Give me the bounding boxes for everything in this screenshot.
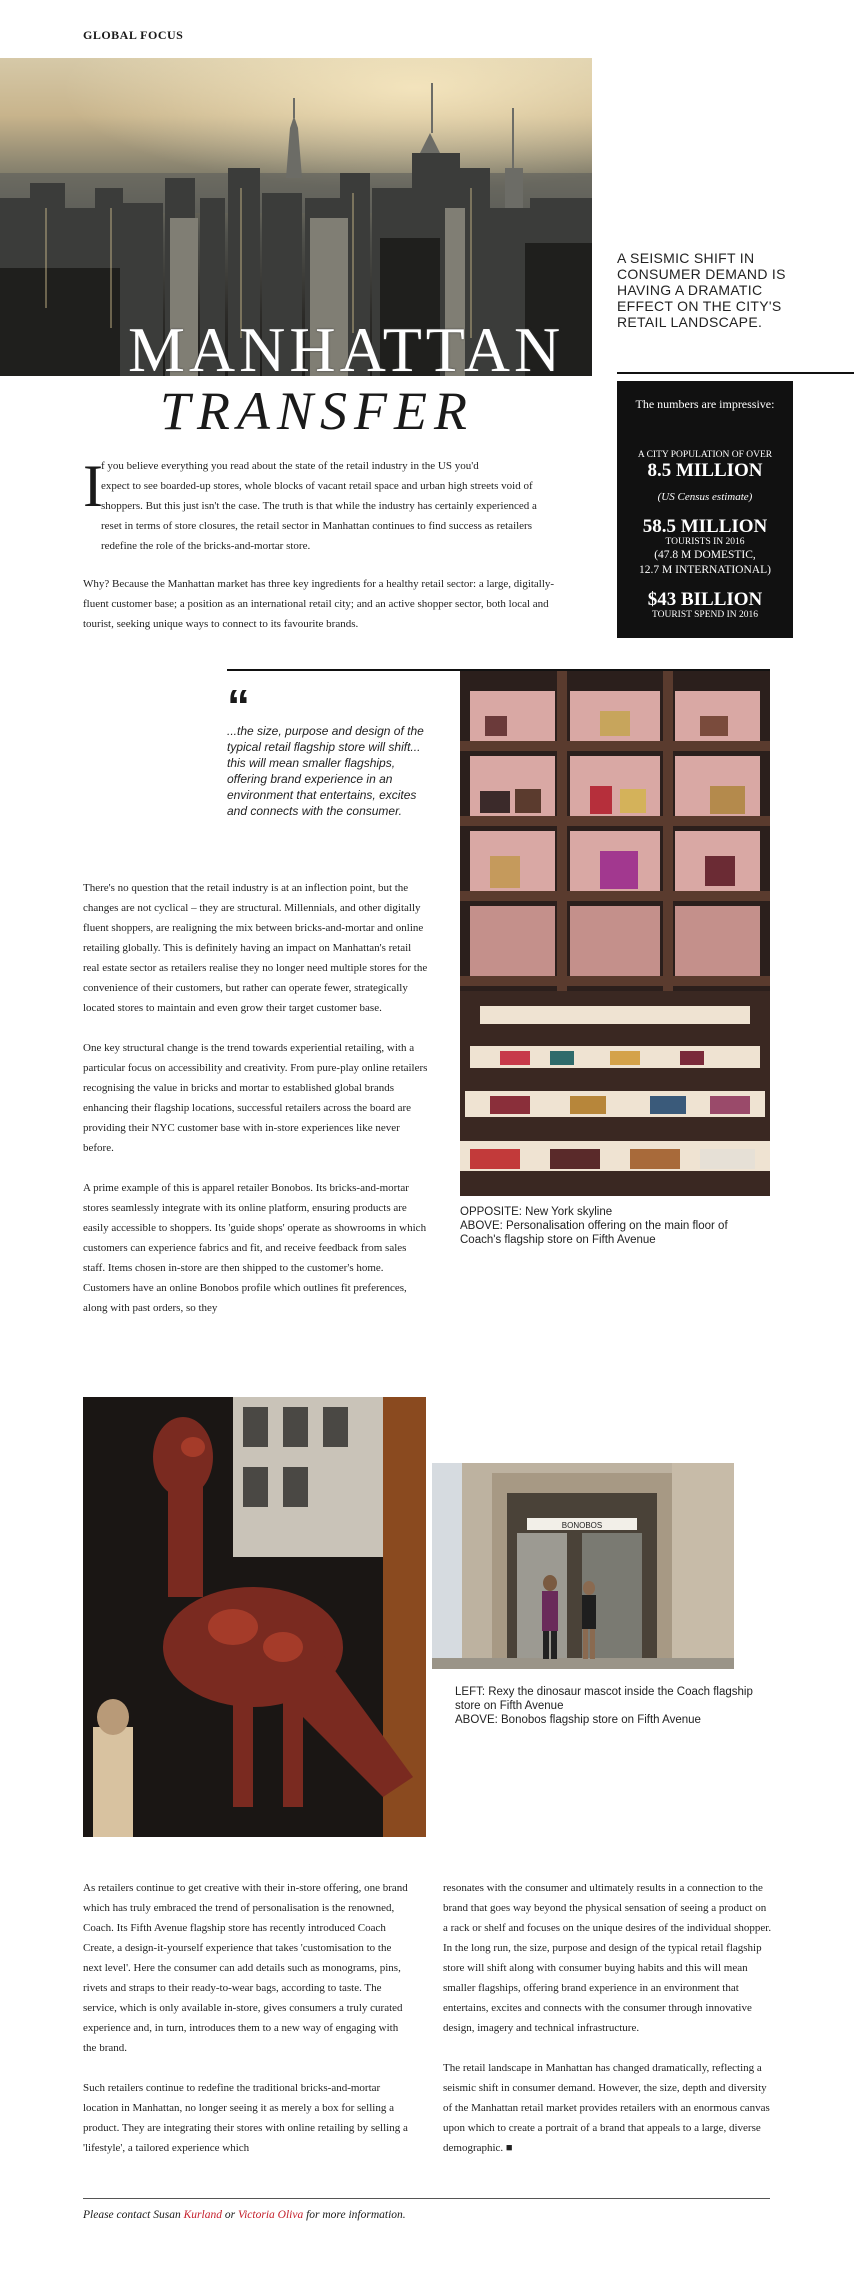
paragraph: A prime example of this is apparel retailer Bonobos. Its bricks-and-mortar stores seamlessly integrate with its online platform, ensuring products are easily accessible to shoppers. Its 'guide shops' operate as showrooms in which customers can experience fabrics and fit, and receive feedback from sales staff. Items chosen in-store are then shipped to the customer's home. Customers have an online Bonobos profile which outlines fit preferences, along with past orders, so they	[83, 1182, 427, 1314]
storefront-illustration	[432, 1463, 734, 1669]
body-column-b	[83, 1878, 408, 2178]
caption-1-line-1: OPPOSITE: New York skyline	[460, 1206, 613, 1218]
intro-rest: expect to see boarded-up stores, whole blocks of vacant retail space and urban high streets void of shoppers. But this just isn't the case. The truth is that while the industry has certainly experienced a reset in terms of store closures, the retail sector in Manhattan continues to find success as retailers redefine the role of the bricks-and-mortar store.	[101, 480, 537, 552]
drop-cap: I	[83, 453, 103, 519]
bonobos-store-photo	[426, 1457, 740, 1675]
intro-continued	[83, 476, 548, 556]
spend-value: $43 BILLION	[647, 589, 763, 610]
caption-1-line-2: ABOVE: Personalisation offering on the main floor of Coach's flagship store on Fifth Avenue	[460, 1220, 728, 1246]
paragraph: There's no question that the retail industry is at an inflection point, but the changes are not cyclical – they are structural. Millennials, and other digitally fluent shoppers, are realigning the mix between bricks-and-mortar and online retailing globally. This is definitely having an impact on Manhattan's retail real estate sector as retailers realise they no longer need multiple stores for the convenience of their customers, but rather can operate fewer, strategically located stores to maintain and even grow their target customer base.	[83, 882, 428, 1014]
footer-prefix: Please contact Susan	[83, 2209, 184, 2221]
caption-1	[460, 1205, 770, 1247]
storefront-sign: BONOBOS	[561, 1521, 603, 1530]
footer-mid: or	[221, 2209, 238, 2221]
intro-first-line: f you believe everything you read about the state of the retail industry in the US you'd	[101, 460, 479, 472]
stats-intro: The numbers are impressive:	[635, 397, 775, 411]
body-column-c	[443, 1878, 773, 2178]
population-value: 8.5 MILLION	[647, 460, 763, 481]
coach-store-photo	[460, 671, 770, 1196]
paragraph: As retailers continue to get creative with their in-store offering, one brand which has truly embraced the trend of personalisation is the renowned, Coach. Its Fifth Avenue flagship store has recently introduced Coach Create, a design-it-yourself experience that takes 'customisation to the next level'. Here the consumer can add details such as monograms, pins, rivets and straps to their ready-to-wear bags, according to taste. The service, which is only available in-store, gives consumers a truly curated experience and, in turn, introduces them to a new way of engaging with the brand.	[83, 1882, 408, 2054]
tourists-domestic: (47.8 M DOMESTIC,	[654, 549, 756, 561]
paragraph: The retail landscape in Manhattan has changed dramatically, reflecting a seismic shift in consumer demand. However, the size, depth and diversity of the Manhattan retail market provides retailers with an enormous canvas upon which to create a portrait of a brand that appeals to a large, diverse demographic. ■	[443, 2062, 770, 2154]
paragraph: One key structural change is the trend towards experiential retailing, with a particular focus on accessibility and creativity. From pure-play online retailers recognising the value in bricks and mortar to established global brands enhancing their flagship locations, successful retailers across the board are providing their NYC customer base with in-store experiences like never before.	[83, 1042, 428, 1154]
stats-rule	[617, 372, 854, 374]
pull-quote: ...the size, purpose and design of the typical retail flagship store will shift... this will mean smaller flagships, offering brand experience in an environment that entertains, excites and connects with the consumer.	[227, 724, 424, 818]
population-label: A CITY POPULATION OF OVER	[637, 450, 773, 460]
footer-suffix: for more information.	[303, 2209, 406, 2221]
caption-2	[455, 1685, 755, 1727]
section-label: GLOBAL FOCUS	[83, 28, 184, 42]
stats-box	[617, 381, 793, 638]
intro-paragraph-1	[83, 453, 548, 556]
contact-link-oliva[interactable]: Victoria Oliva	[237, 2209, 304, 2221]
tourists-value: 58.5 MILLION	[642, 516, 768, 537]
paragraph: resonates with the consumer and ultimately results in a connection to the brand that goes way beyond the physical sensation of seeing a product on a rack or shelf and focuses on the unique desires of the individual shopper. In the long run, the size, purpose and design of the typical retail flagship store will shift along with consumer buying habits and this will mean smaller flagships, offering brand experience in an environment that entertains, excites and connects with the consumer through innovative design, imagery and technical infrastructure.	[443, 1882, 772, 2034]
contact-link-kurland[interactable]: Kurland	[183, 2209, 222, 2221]
caption-2-line-1: LEFT: Rexy the dinosaur mascot inside the Coach flagship store on Fifth Avenue	[455, 1686, 753, 1712]
dinosaur-illustration	[83, 1397, 426, 1837]
standfirst: A SEISMIC SHIFT IN CONSUMER DEMAND IS HAVING A DRAMATIC EFFECT ON THE CITY'S RETAIL LANDSCAPE.	[617, 250, 786, 330]
caption-2-line-2: ABOVE: Bonobos flagship store on Fifth Avenue	[455, 1714, 701, 1726]
dinosaur-mascot-photo	[83, 1397, 426, 1837]
tourists-label: TOURISTS IN 2016	[665, 537, 745, 547]
population-note: (US Census estimate)	[657, 491, 753, 503]
headline-main: MANHATTAN	[128, 314, 565, 385]
shelving-illustration	[460, 671, 770, 1196]
paragraph: Such retailers continue to redefine the traditional bricks-and-mortar location in Manhattan, no longer seeing it as merely a box for selling a product. They are integrating their stores with online retailing by selling a 'lifestyle', a tailored experience which	[83, 2082, 408, 2154]
quote-mark-icon: “	[227, 680, 250, 732]
intro-paragraph-2: Why? Because the Manhattan market has three key ingredients for a healthy retail sector: a large, digitally-fluent customer base; a position as an international retail city; and an active shopper sector, both local and tourist, seeking unique ways to connect to its favourite brands.	[83, 578, 555, 630]
headline-sub: TRANSFER	[160, 381, 474, 441]
spend-label: TOURIST SPEND IN 2016	[651, 610, 758, 620]
contact-footer	[83, 2209, 406, 2221]
footer-rule	[83, 2198, 770, 2199]
body-column-a	[83, 878, 428, 1338]
tourists-international: 12.7 M INTERNATIONAL)	[639, 564, 771, 576]
